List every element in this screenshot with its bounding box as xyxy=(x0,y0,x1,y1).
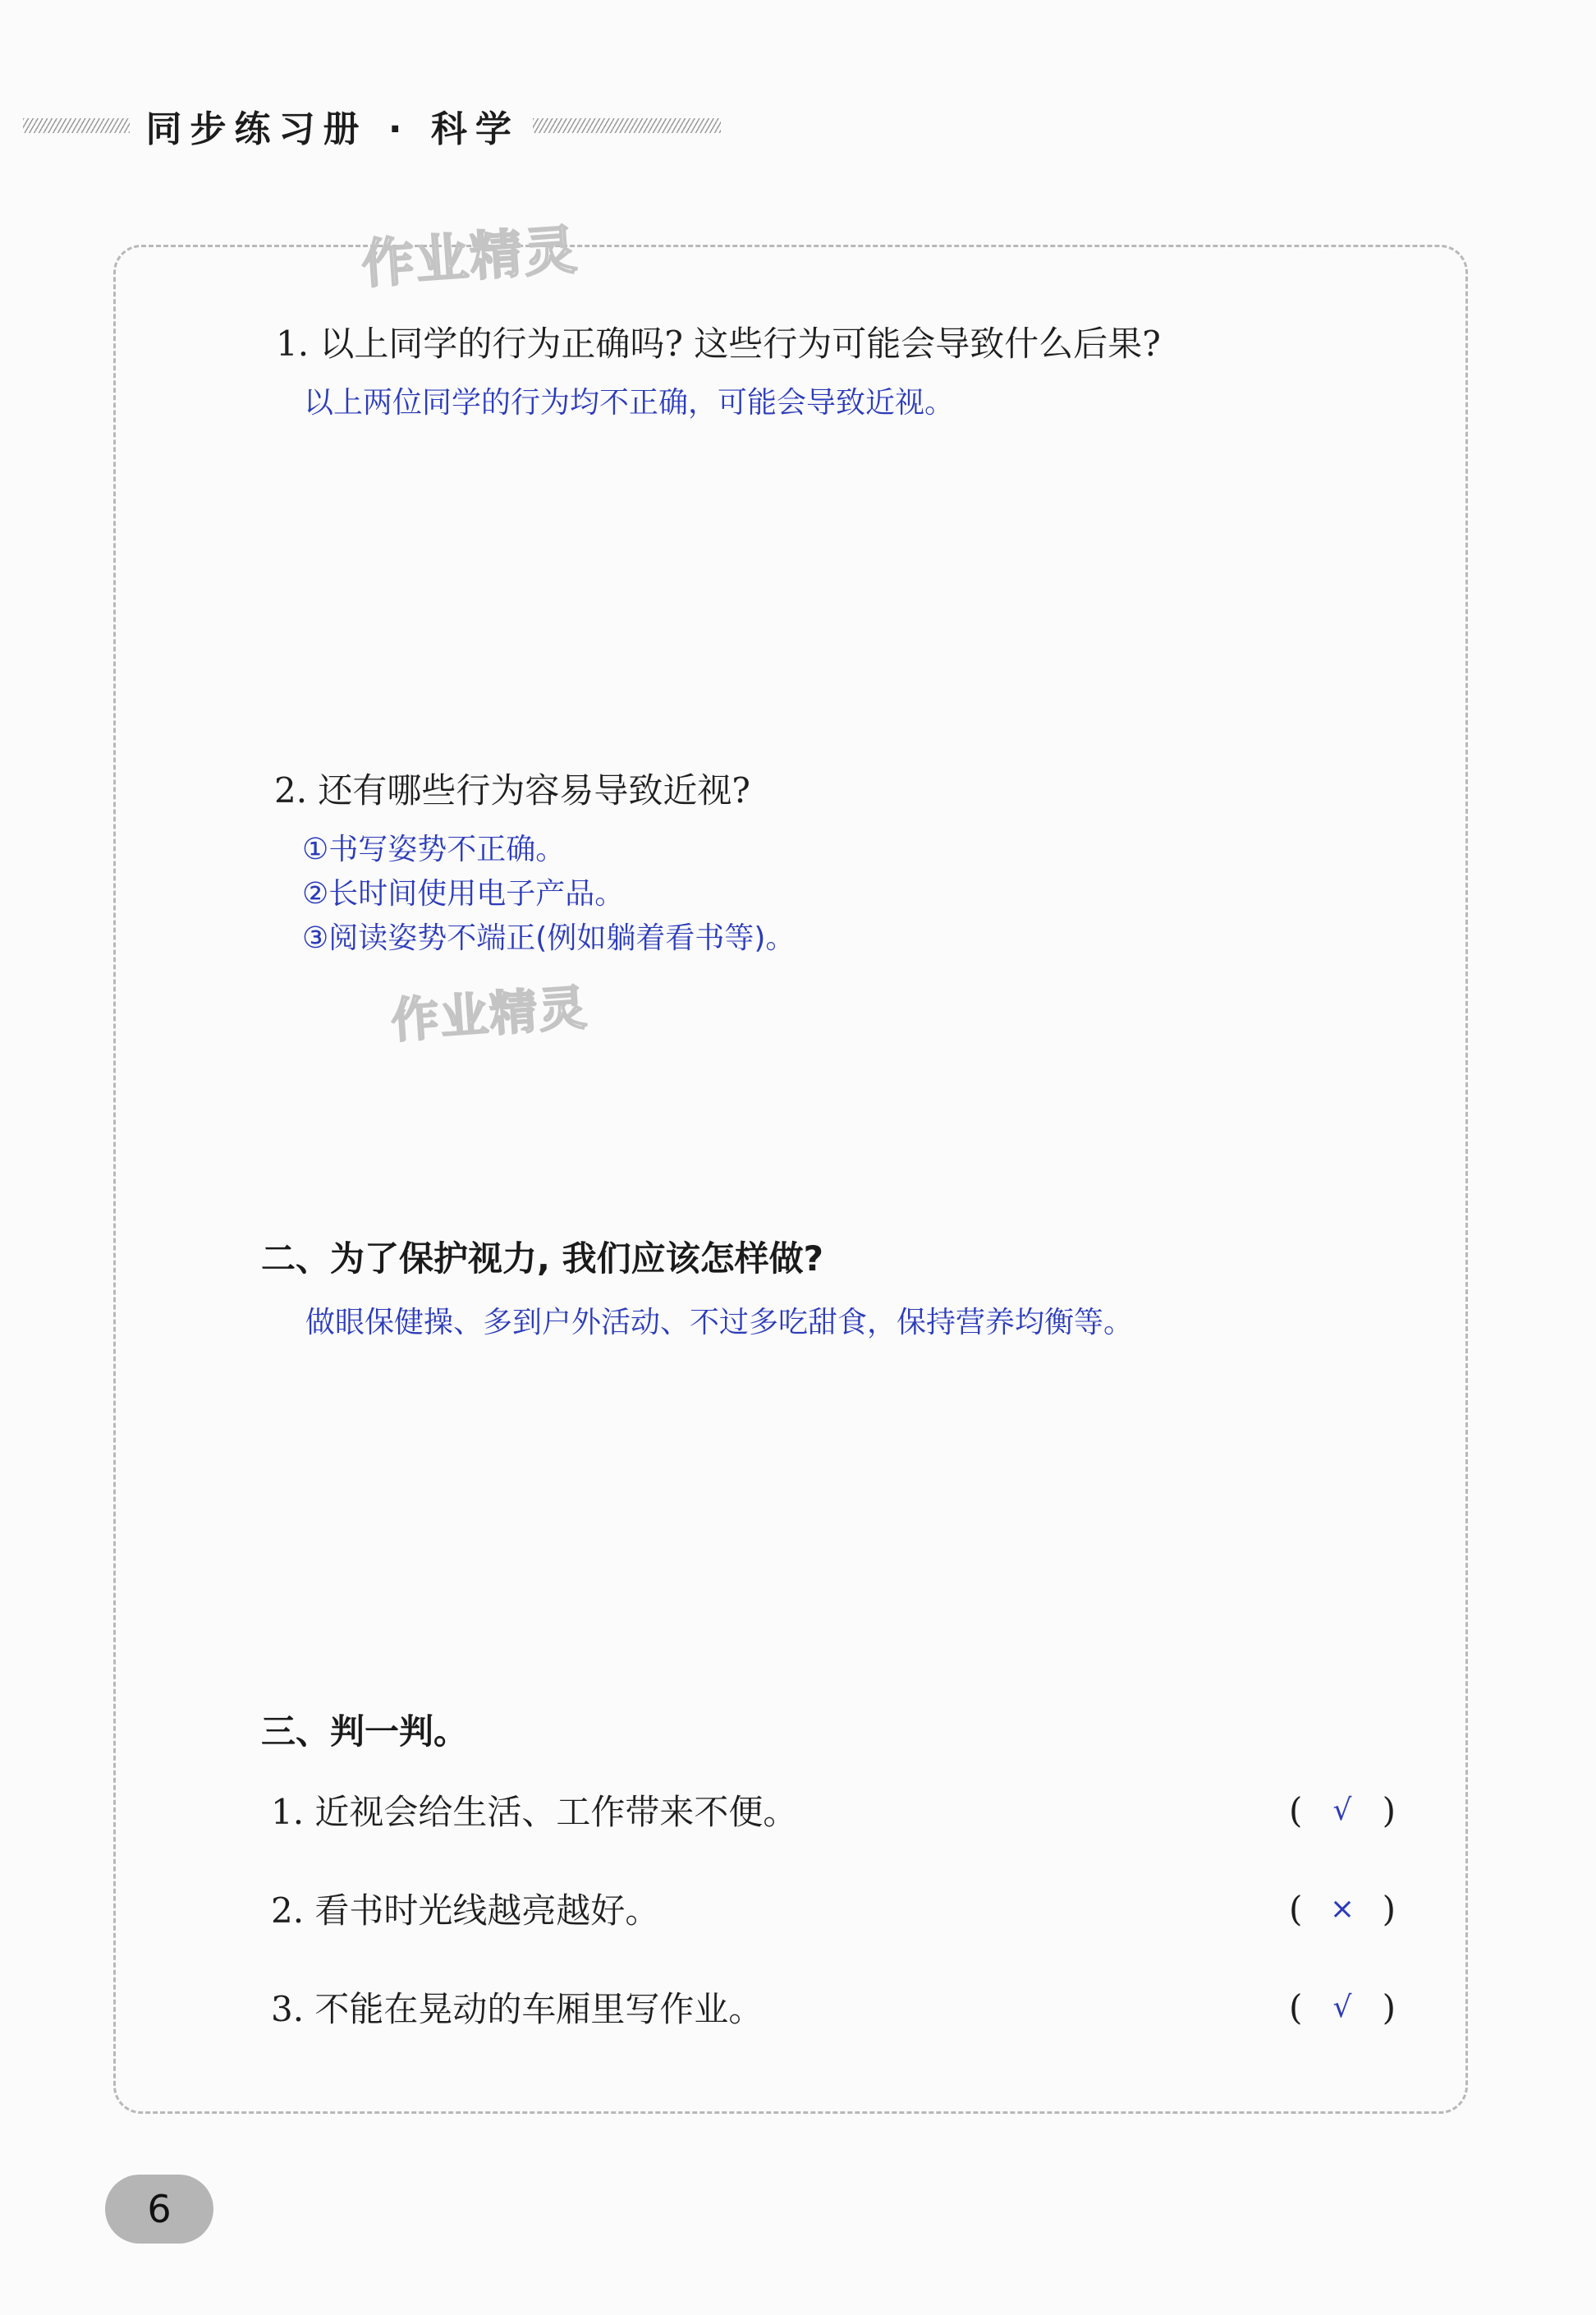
section-2-answer: 做眼保健操、多到户外活动、不过多吃甜食，保持营养均衡等。 xyxy=(305,1306,1134,1339)
header-hatch-left xyxy=(23,118,130,133)
section-3-title: 三、判一判。 xyxy=(261,1711,469,1752)
question-2: 2. 还有哪些行为容易导致近视? xyxy=(274,770,750,811)
answer-2-item: ①书写姿势不正确。 xyxy=(302,833,566,866)
judge-item xyxy=(271,1785,1396,1835)
answer-2-item: ③阅读姿势不端正(例如躺着看书等)。 xyxy=(302,921,796,955)
judge-answer-box xyxy=(1289,1889,1396,1929)
answer-2-item: ②长时间使用电子产品。 xyxy=(302,877,625,911)
section-2-title: 二、为了保护视力, 我们应该怎样做? xyxy=(261,1238,823,1279)
judge-item-text: 2. 看书时光线越亮越好。 xyxy=(271,1890,660,1931)
judge-item-text: 1. 近视会给生活、工作带来不便。 xyxy=(271,1792,798,1832)
judge-answer-box xyxy=(1289,1987,1396,2028)
page-number: 6 xyxy=(105,2175,213,2244)
watermark: 作业精灵 xyxy=(389,979,590,1050)
judge-item xyxy=(271,1884,1396,1933)
question-1: 1. 以上同学的行为正确吗? 这些行为可能会导致什么后果? xyxy=(276,324,1161,364)
answer-1: 以上两位同学的行为均不正确，可能会导致近视。 xyxy=(304,386,955,420)
page-header xyxy=(23,97,721,154)
header-hatch-right xyxy=(533,118,721,133)
watermark: 作业精灵 xyxy=(360,219,580,296)
header-title: 同步练习册 · 科学 xyxy=(145,108,520,150)
close-paren: ) xyxy=(1382,1987,1396,2028)
judge-answer-box xyxy=(1289,1790,1396,1830)
open-paren: ( xyxy=(1289,1987,1303,2028)
check-mark: √ xyxy=(1332,1990,1352,2024)
open-paren: ( xyxy=(1289,1789,1303,1830)
open-paren: ( xyxy=(1289,1888,1303,1929)
close-paren: ) xyxy=(1382,1888,1396,1929)
check-mark: √ xyxy=(1332,1793,1352,1827)
close-paren: ) xyxy=(1382,1789,1396,1830)
cross-mark: × xyxy=(1329,1891,1355,1926)
judge-item-text: 3. 不能在晃动的车厢里写作业。 xyxy=(271,1989,764,2029)
judge-item xyxy=(271,1982,1396,2032)
